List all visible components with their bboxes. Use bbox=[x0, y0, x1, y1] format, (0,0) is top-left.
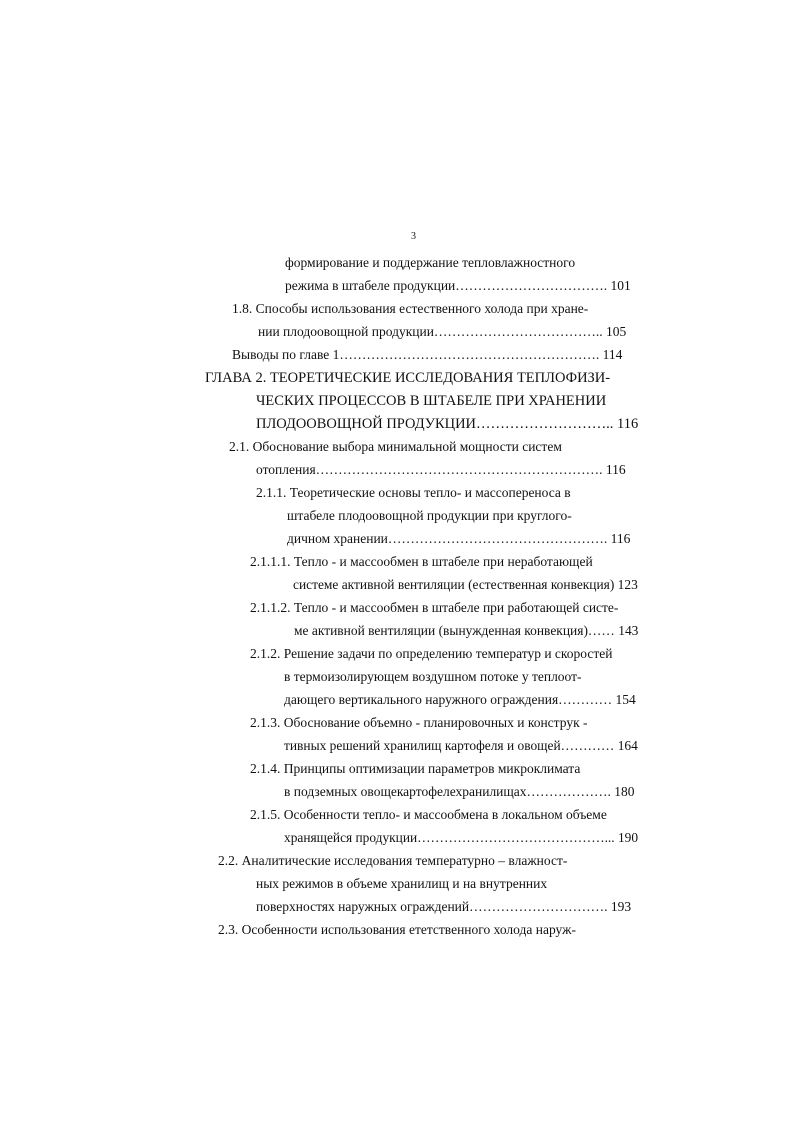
toc-line: в подземных овощекартофелехранилищах………………. 180 bbox=[284, 784, 635, 799]
toc-line: отопления………………………………………………………. 116 bbox=[256, 462, 626, 477]
toc-line: дичном хранении…………………………………………. 116 bbox=[287, 531, 631, 546]
toc-line: 1.8. Способы использования естественного холода при хране- bbox=[232, 301, 589, 316]
toc-line: нии плодоовощной продукции……………………………….. 105 bbox=[258, 324, 627, 339]
page-number: 3 bbox=[411, 231, 416, 242]
toc-line: формирование и поддержание тепловлажностного bbox=[285, 255, 576, 270]
toc-line: ПЛОДООВОЩНОЙ ПРОДУКЦИИ……………………….. 116 bbox=[256, 416, 639, 432]
toc-line: 2.1. Обоснование выбора минимальной мощности систем bbox=[229, 439, 562, 454]
toc-line: Выводы по главе 1…………………………………………………. 114 bbox=[232, 347, 623, 362]
toc-line: ных режимов в объеме хранилищ и на внутренних bbox=[256, 876, 548, 891]
toc-line: 2.1.1.1. Тепло - и массообмен в штабеле при неработающей bbox=[250, 554, 593, 569]
toc-line: поверхностях наружных ограждений…………………………. 193 bbox=[256, 899, 632, 914]
toc-line: 2.1.2. Решение задачи по определению температур и скоростей bbox=[250, 646, 613, 661]
toc-line: ГЛАВА 2. ТЕОРЕТИЧЕСКИЕ ИССЛЕДОВАНИЯ ТЕПЛОФИЗИ- bbox=[205, 370, 611, 386]
toc-line: хранящейся продукции……………………………………... 190 bbox=[284, 830, 639, 845]
toc-line: режима в штабеле продукции……………………………. 101 bbox=[285, 278, 631, 293]
toc-line: дающего вертикального наружного ограждения………… 154 bbox=[284, 692, 636, 707]
toc-line: 2.1.5. Особенности тепло- и массообмена в локальном объеме bbox=[250, 807, 607, 822]
toc-line: системе активной вентиляции (естественная конвекция) 123 bbox=[293, 577, 638, 592]
toc-line: ме активной вентиляции (вынужденная конвекция)…… 143 bbox=[294, 623, 639, 638]
toc-line: 2.2. Аналитические исследования температурно – влажност- bbox=[218, 853, 568, 868]
toc-line: 2.1.4. Принципы оптимизации параметров микроклимата bbox=[250, 761, 581, 776]
toc-line: 2.3. Особенности использования ететственного холода наруж- bbox=[218, 922, 576, 937]
toc-line: в термоизолирующем воздушном потоке у теплоот- bbox=[284, 669, 582, 684]
toc-line: тивных решений хранилищ картофеля и овощей………… 164 bbox=[284, 738, 638, 753]
toc-line: 2.1.3. Обоснование объемно - планировочных и конструк - bbox=[250, 715, 588, 730]
toc-line: штабеле плодоовощной продукции при круглого- bbox=[287, 508, 572, 523]
toc-line: ЧЕСКИХ ПРОЦЕССОВ В ШТАБЕЛЕ ПРИ ХРАНЕНИИ bbox=[256, 393, 607, 409]
toc-line: 2.1.1. Теоретические основы тепло- и массопереноса в bbox=[256, 485, 571, 500]
toc-line: 2.1.1.2. Тепло - и массообмен в штабеле при работающей систе- bbox=[250, 600, 619, 615]
